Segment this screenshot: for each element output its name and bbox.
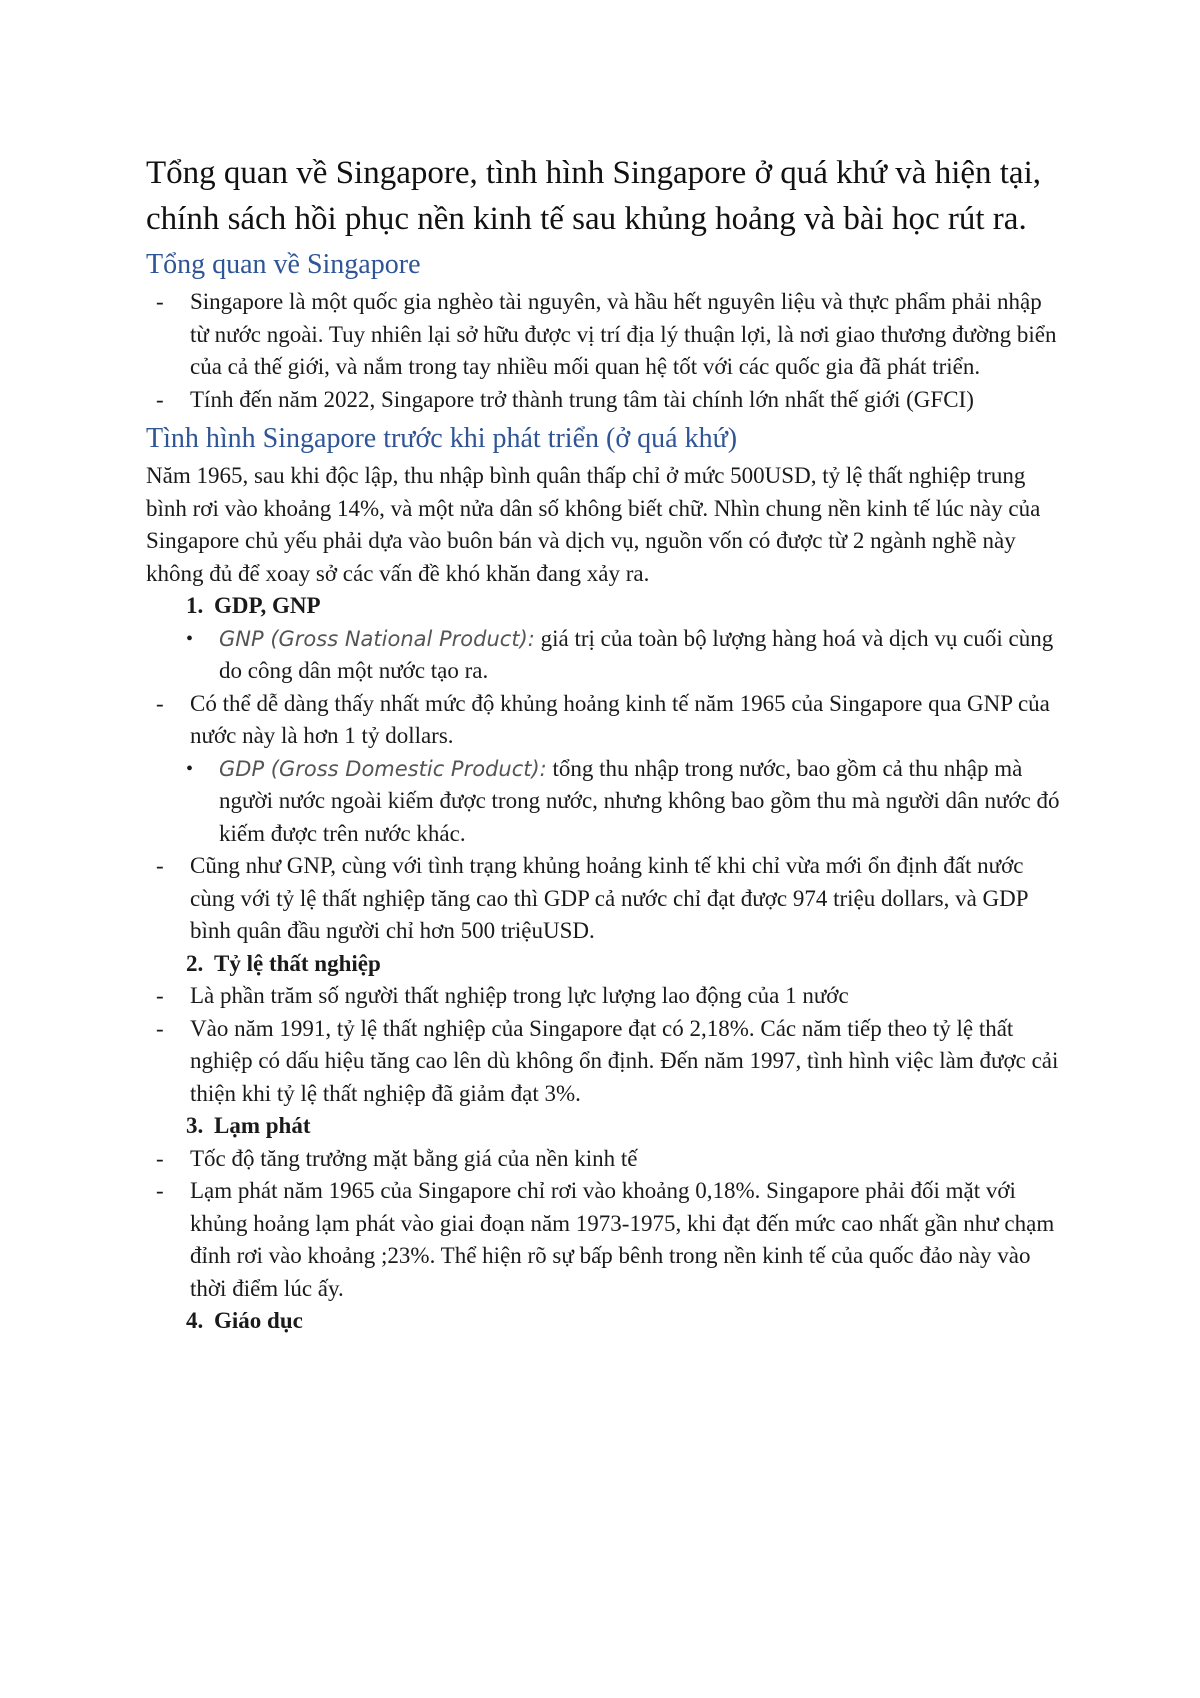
dash-marker: - <box>156 289 164 314</box>
gnp-definition-list <box>146 623 1066 688</box>
dash-marker: - <box>156 1145 164 1171</box>
numbered-heading-unemployment: 2. Tỷ lệ thất nghiệp <box>186 950 381 976</box>
gdp-term: GDP (Gross Domestic Product): <box>219 756 547 781</box>
past-intro-paragraph: Năm 1965, sau khi độc lập, thu nhập bình quân thấp chỉ ở mức 500USD, tỷ lệ thất nghiệp trung bình rơi vào khoảng 14%, và một nửa dân số không biết chữ. Nhìn chung nền kinh tế lúc này của Singapore chủ yếu phải dựa vào buôn bán và dịch vụ, nguồn vốn có được từ 2 ngành nghề này không đủ để xoay sở các vấn đề khó khăn đang xảy ra. <box>146 463 1041 586</box>
dash-marker: - <box>156 690 164 716</box>
dash-marker: - <box>156 386 164 412</box>
dash-marker: - <box>156 983 164 1008</box>
dash-marker: - <box>156 1015 164 1041</box>
dash-marker: - <box>156 853 164 878</box>
list-item: • GNP (Gross National Product): giá trị của toàn bộ lượng hàng hoá và dịch vụ cuối cùng do công dân một nước tạo ra. <box>146 623 1066 688</box>
list-item: - Tính đến năm 2022, Singapore trở thành trung tâm tài chính lớn nhất thế giới (GFCI) <box>146 384 1066 417</box>
document-title: Tổng quan về Singapore, tình hình Singapore ở quá khứ và hiện tại, chính sách hồi phục nền kinh tế sau khủng hoảng và bài học rút ra. <box>146 155 1041 237</box>
list-item: - Là phần trăm số người thất nghiệp trong lực lượng lao động của 1 nước <box>146 980 1066 1013</box>
numbered-heading-gdp-gnp: 1. GDP, GNP <box>186 593 321 618</box>
numbered-heading-education: 4. Giáo dục <box>186 1308 303 1333</box>
list-item: - Tốc độ tăng trưởng mặt bằng giá của nền kinh tế <box>146 1143 1066 1176</box>
bullet-marker: • <box>186 757 194 780</box>
list-item: - Cũng như GNP, cùng với tình trạng khủng hoảng kinh tế khi chỉ vừa mới ổn định đất nước cùng với tỷ lệ thất nghiệp tăng cao thì GDP cả nước chỉ đạt được 974 triệu dollars, và GDP bình quân đầu người chỉ hơn 500 triệuUSD. <box>146 850 1066 948</box>
overview-list <box>146 286 1066 416</box>
unemployment-list <box>146 980 1066 1110</box>
list-item: • GDP (Gross Domestic Product): tổng thu nhập trong nước, bao gồm cả thu nhập mà người nước ngoài kiếm được trong nước, nhưng không bao gồm thu mà người dân nước đó kiếm được trên nước khác. <box>146 753 1066 851</box>
dash-marker: - <box>156 1178 164 1203</box>
numbered-heading-inflation: 3. Lạm phát <box>186 1113 311 1138</box>
bullet-marker: • <box>186 627 194 650</box>
gnp-term: GNP (Gross National Product): <box>219 626 535 651</box>
section-heading-past: Tình hình Singapore trước khi phát triển (ở quá khứ) <box>146 423 738 454</box>
list-item: - Lạm phát năm 1965 của Singapore chỉ rơi vào khoảng 0,18%. Singapore phải đối mặt với khủng hoảng lạm phát vào giai đoạn năm 1973-1975, khi đạt đến mức cao nhất gần như chạm đỉnh rơi vào khoảng ;23%. Thể hiện rõ sự bấp bênh trong nền kinh tế của quốc đảo này vào thời điểm lúc ấy. <box>146 1175 1066 1305</box>
list-item: - Có thể dễ dàng thấy nhất mức độ khủng hoảng kinh tế năm 1965 của Singapore qua GNP của nước này là hơn 1 tỷ dollars. <box>146 688 1066 753</box>
gdp-note-list <box>146 850 1066 948</box>
list-item: - Vào năm 1991, tỷ lệ thất nghiệp của Singapore đạt có 2,18%. Các năm tiếp theo tỷ lệ thất nghiệp có dấu hiệu tăng cao lên dù không ổn định. Đến năm 1997, tình hình việc làm được cải thiện khi tỷ lệ thất nghiệp đã giảm đạt 3%. <box>146 1013 1066 1111</box>
gnp-note-list <box>146 688 1066 753</box>
list-item: - Singapore là một quốc gia nghèo tài nguyên, và hầu hết nguyên liệu và thực phẩm phải nhập từ nước ngoài. Tuy nhiên lại sở hữu được vị trí địa lý thuận lợi, là nơi giao thương đường biển của cả thế giới, và nắm trong tay nhiều mối quan hệ tốt với các quốc gia đã phát triển. <box>146 286 1066 384</box>
gdp-definition-list <box>146 753 1066 851</box>
document-body <box>146 150 1066 1338</box>
section-heading-overview: Tổng quan về Singapore <box>146 249 421 280</box>
inflation-list <box>146 1143 1066 1306</box>
